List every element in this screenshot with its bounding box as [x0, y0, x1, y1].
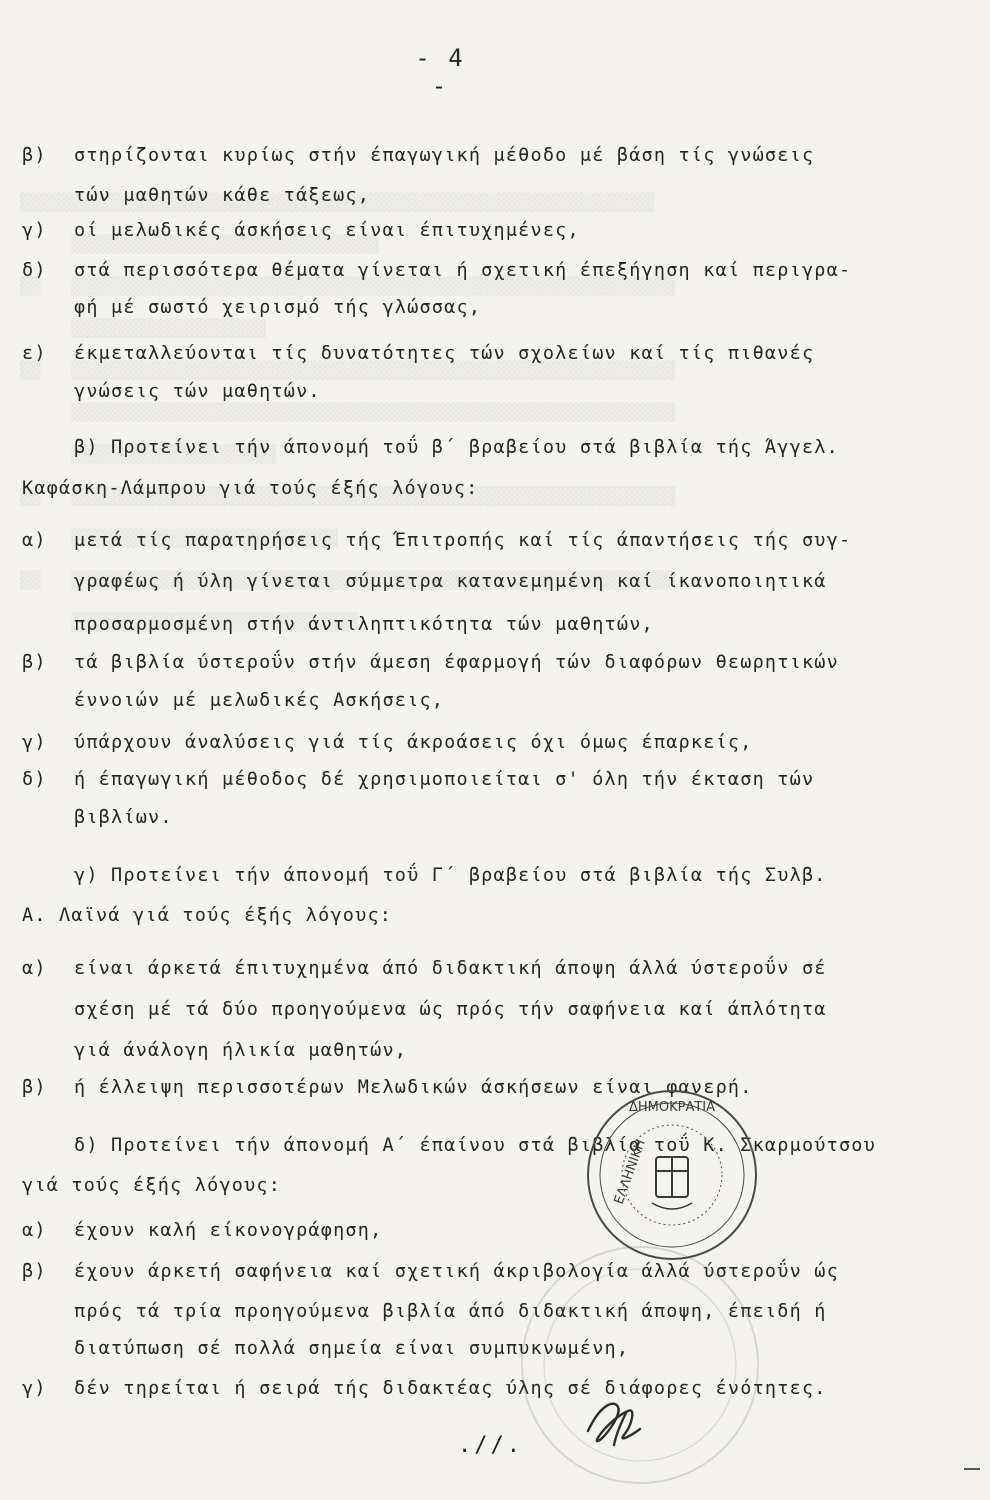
- document-page: - 4 - β) στηρίζονται κυρίως στήν έπαγωγική μέθοδο μέ βάση τίς γνώσεις τών μαθητών κάθε τάξεως, γ) οί μελωδικές άσκήσεις είναι έπιτυχημένες, δ) στά περισσότερα θέματα γίνεται ή σχετική έπεξήγηση καί περιγρα- φή μέ σωστό χειρισμό τής γλώσσας, ε) έκμεταλλεύονται τίς δυνατότητες τών σχολείων καί τίς πιθανές γνώσεις τών μαθητών. β) Προτείνει τήν άπονομή τοΰ β΄ βραβείου στά βιβλία τής Άγγελ. Καφάσκη-Λάμπρου γιά τούς έξής λόγους: α) μετά τίς παρατηρήσεις τής Έπιτροπής καί τίς άπαντήσεις τής συγ- γραφέως ή ύλη γίνεται σύμμετρα κατανεμημένη καί ίκανοποιητικά προσαρμοσμένη στήν άντιληπτικότητα τών μαθητών, β) τά βιβλία ύστεροΰν στήν άμεση έφαρμογή τών διαφόρων θεωρητικών έννοιών μέ μελωδικές Ασκήσεις, γ) ύπάρχουν άναλύσεις γιά τίς άκροάσεις όχι όμως έπαρκείς, δ) ή έπαγωγική μέθοδος δέ χρησιμοποιείται σ' όλη τήν έκταση τών βιβλίων. γ) Προτείνει τήν άπονομή τοΰ Γ΄ βραβείου στά βιβλία τής Συλβ. Α. Λαϊνά γιά τούς έξής λόγους: α) είναι άρκετά έπιτυχημένα άπό διδακτική άποψη άλλά ύστεροΰν σέ σχέση μέ τά δύο προηγούμενα ώς πρός τήν σαφήνεια καί άπλότητα γιά άνάλογη ήλικία μαθητών, β) ή έλλειψη περισσοτέρων Μελωδικών άσκήσεων είναι φανερή. δ) Προτείνει τήν άπονομή Α΄ έπαίνου στά βιβλία τοΰ Κ. Σκαρμούτσου γιά τούς έξής λόγους: α) έχουν καλή είκονογράφηση, β) έχουν άρκετή σαφήνεια καί σχετική άκριβολογία άλλά ύστεροΰν ώς πρός τά τρία προηγούμενα βιβλία άπό διδακτική άποψη, έπειδή ή διατύπωση σέ πολλά σημεία είναι συμπυκνωμένη, γ) δέν τηρείται ή σειρά τής διδακτέας ύλης σέ διάφορες ένότητες. ΔΗΜΟΚΡΑΤΙΑ ΕΛΛΗΝΙΚΗ .//.: [0, 0, 990, 1500]
- svg-text:ΔΗΜΟΚΡΑΤΙΑ: ΔΗΜΟΚΡΑΤΙΑ: [628, 1100, 716, 1115]
- end-mark: .//.: [458, 1433, 523, 1458]
- svg-text:ΕΛΛΗΝΙΚΗ: ΕΛΛΗΝΙΚΗ: [611, 1137, 649, 1207]
- edge-mark: [964, 1468, 980, 1470]
- signature: [570, 1385, 670, 1465]
- page-number: - 4 -: [415, 44, 465, 100]
